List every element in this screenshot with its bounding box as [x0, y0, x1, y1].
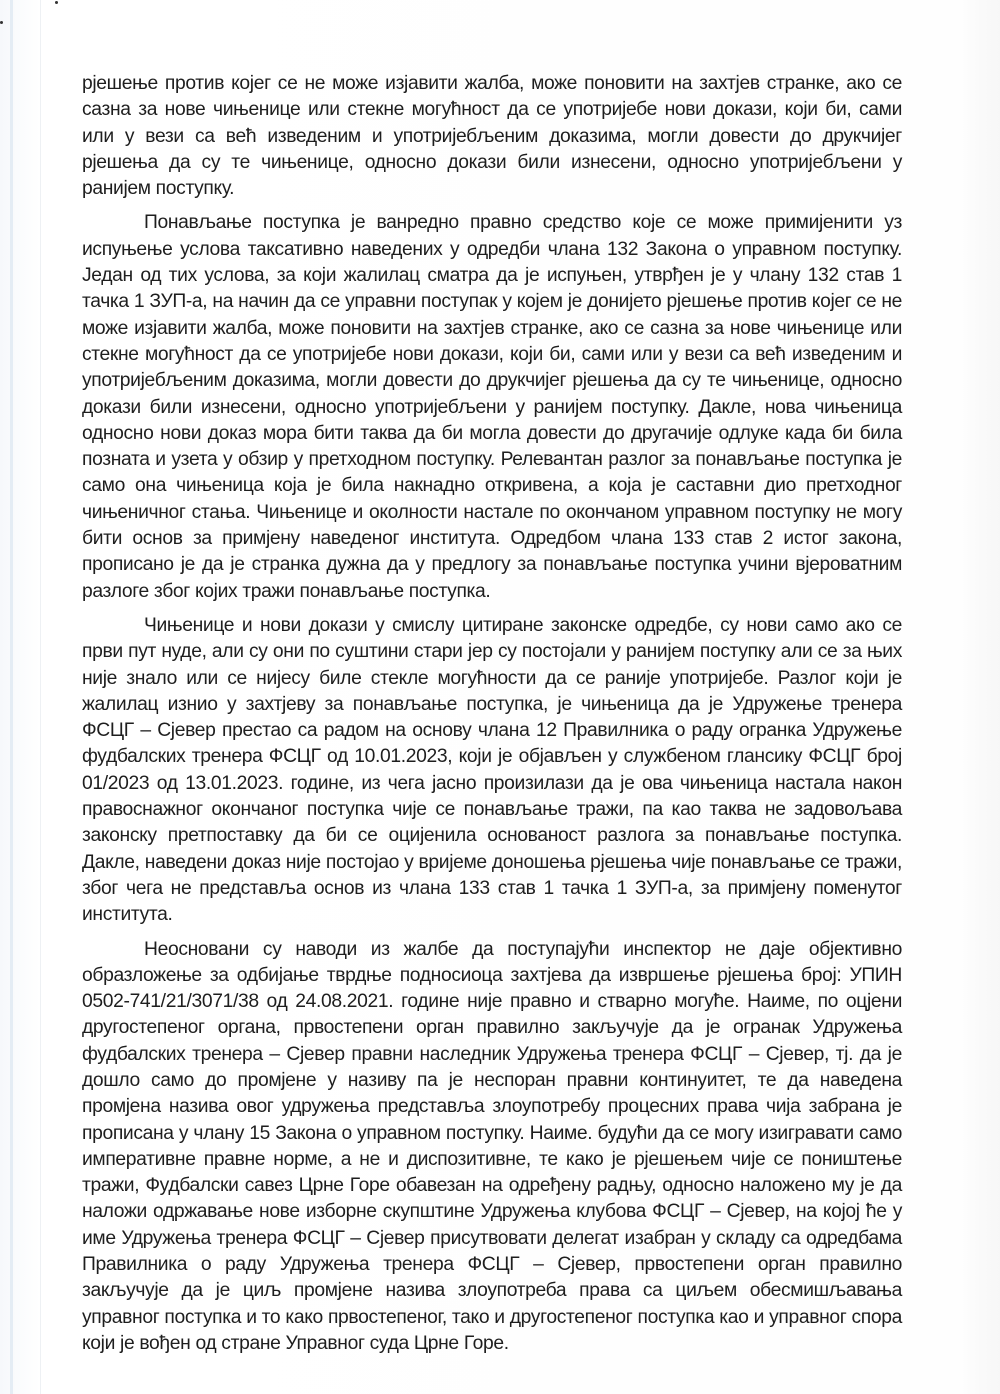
scan-speck [0, 21, 3, 24]
paragraph-new-facts: Чињенице и нови докази у смислу цитиране законске одредбе, су нови само ако се први пут нуде, али су они по суштини стари јер су постојали у ранијем поступку али се за њих није знало или се нијесу биле стекле могућности да се раније употријебе. Разлог који је жалилац изнио у захтјеву за понављање поступка, је чињеница да је Удружење тренера ФСЦГ – Сјевер престао са радом на основу члана 12 Правилника о раду огранка Удружење фудбалских тренера ФСЦГ од 10.01.2023, који је објављен у службеном глансику ФСЦГ број 01/2023 од 13.01.2023. године, из чега јасно произилази да је ова чињеница настала након правоснажног окончаног поступка чије се понављање тражи, па као таква не задовољава законску претпоставку да би се оцијенила основаност разлога за понављање поступка. Дакле, наведени доказ није постојао у вријеме доношења рјешења чије понављање се тражи, због чега не представља основ из члана 133 став 1 тачка 1 ЗУП-а, за примјену поменутог института. [82, 614, 902, 926]
paragraph-repetition-of-procedure: Понављање поступка је ванредно правно средство које се може примијенити уз испуњење услова таксативно наведених у одредби члана 132 Закона о управном поступку. Један од тих услова, за који жалилац сматра да је испуњен, утврђен је у члану 132 став 1 тачка 1 ЗУП-а, на начин да се управни поступак у којем је донијето рјешење против којег се не може изјавити жалба, може поновити на захтјев странке, ако се сазна за нове чињенице или стекне могућност да се употријебе нови докази, који би, сами или у вези са већ изведеним и употријебљеним доказима, могли довести до друкчијег рјешења да су те чињенице, односно докази били изнесени, односно употријебљени у ранијем поступку. Дакле, нова чињеница односно нови доказ мора бити таква да би могла довести до другачије одлуке када би била позната и узета у обзир у претходном поступку. Релевантан разлог за понављање поступка је само она чињеница која је била накнадно откривена, а која је саставни дио претходног чињеничног стања. Чињенице и околности настале по окончаном управном поступку не могу бити основ за примјену наведеног института. Одредбом члана 133 став 2 истог закона, прописано је да је странка дужна да у предлогу за понављање поступка учини вјероватним разлоге због којих тражи понављање поступка. [82, 212, 902, 602]
page-edge-shadow [10, 0, 13, 1394]
page-fold-line [40, 0, 41, 1394]
paragraph-continuation: рјешење против којег се не може изјавити жалба, може поновити на захтјев странке, ако се сазна за нове чињенице или стекне могућност да се употријебе нови докази, који би, сами или у вези са већ изведеним и употријебљеним доказима, могли довести до друкчијег рјешења да су те чињенице, односно докази били изнесени, односно употријебљени у ранијем поступку. [82, 73, 902, 200]
paragraph-unfounded-claims: Неосновани су наводи из жалбе да поступајући инспектор не даје објективно образложење за одбијање тврдње подносиоца захтјева да извршење рјешења број: УПИН 0502-741/21/3071/38 од 24.08.2021. године није правно и стварно могуће. Наиме, по оцјени другостепеног органа, првостепени орган правилно закључује да је огранак Удружења фудбалских тренера – Сјевер правни наследник Удружења тренера ФСЦГ – Сјевер, тј. да је дошло само до промјене у називу па је неспоран правни континуитет, те да наведена промјена назива овог удружења представља злоупотребу процесних права чија забрана је прописана у члану 15 Закона о управном поступку. Наиме. будући да се могу изигравати само императивне правне норме, а не и диспозитивне, те како је рјешењем чије се поништење тражи, Фудбалски савез Црне Горе обавезан на одређену радњу, односно наложено му је да наложи одржавање нове изборне скупштине Удружења клубова ФСЦГ – Сјевер, на којој ће у име Удружења тренера ФСЦГ – Сјевер присутвовати делегат изабран у складу са одредбама Правилника о раду Удружења тренера ФСЦГ – Сјевер, првостепени орган правилно закључује да је циљ промјене назива злоупотреба права са циљем обесмишљавања управног поступка и то како првостепеног, тако и другостепеног поступка као и управног спора који је вођен од стране Управног суда Црне Горе. [82, 938, 902, 1354]
document-body [82, 71, 902, 1357]
scan-speck [55, 1, 58, 4]
